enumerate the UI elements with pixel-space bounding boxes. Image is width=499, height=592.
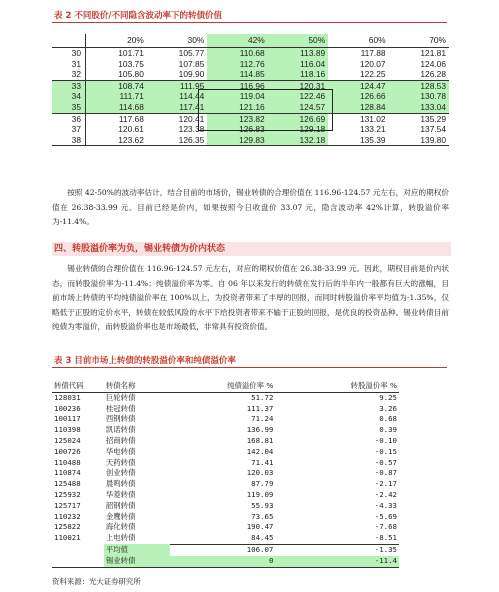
table-cell: 129.83 — [207, 135, 267, 146]
table-cell: 招商转债 — [105, 435, 136, 445]
table-cell: -1.35 — [275, 544, 399, 555]
table-row — [52, 69, 449, 80]
table-cell: 110488 — [54, 457, 81, 467]
table-cell: 135.39 — [328, 135, 388, 146]
column-header: 20% — [86, 34, 147, 48]
table-cell: 西钢转债 — [105, 414, 136, 424]
table-cell: 84.45 — [251, 533, 274, 543]
table-cell: 125488 — [54, 479, 81, 489]
table-cell: 136.99 — [246, 425, 274, 435]
table-cell: 100726 — [54, 446, 81, 456]
table-cell: 123.82 — [207, 113, 267, 124]
table-cell: 桂冠转债 — [105, 403, 136, 413]
table-cell: 华菱转债 — [105, 489, 136, 499]
table-cell: 71.41 — [251, 457, 274, 467]
table-cell: 平均值 — [104, 544, 170, 555]
paragraph-valuation: 按照 42-50%的波动率估计，结合目前的市场价，锡业转债的合理价值在 116.96-124.57 元左右，对应的期权价值在 26.38-33.99 元。目前已经是价内，如果按照今日收盘价 33.07 元，隐含波动率 42%计算，转股溢价率为-11.4%。 — [52, 188, 449, 226]
table-cell: 巨轮转债 — [105, 392, 136, 402]
table-cell: 120.41 — [147, 113, 207, 124]
table-cell: -0.15 — [374, 446, 397, 456]
table-cell: 纯债溢价率 % — [170, 381, 276, 392]
table-header-row — [52, 34, 449, 48]
table-cell: 创业转债 — [105, 468, 136, 478]
table-row — [52, 381, 399, 392]
table-cell: 锡业转债 — [104, 556, 170, 567]
table-cell: 109.90 — [178, 69, 205, 80]
table-cell: 121.81 — [420, 48, 446, 58]
table-cell: -0.57 — [374, 457, 397, 467]
table-cell: 73.65 — [251, 511, 274, 521]
column-header: 30% — [147, 34, 207, 48]
table-cell: 87.79 — [251, 479, 274, 489]
table-cell: 124.57 — [268, 102, 328, 113]
table-cell: 转债名称 — [104, 381, 170, 392]
row-header: 34 — [52, 91, 86, 102]
table-cell: -5.69 — [374, 511, 397, 521]
table-cell: 9.25 — [379, 392, 397, 402]
table-cell: 123.62 — [86, 135, 147, 146]
table-cell: 105.80 — [118, 69, 144, 80]
table-cell: 51.72 — [251, 392, 274, 402]
table-cell: 111.71 — [86, 91, 147, 102]
table-cell: 125822 — [54, 522, 81, 532]
table-cell: -11.4 — [275, 556, 399, 567]
table-cell: 114.68 — [86, 102, 147, 113]
table-cell: 3.26 — [379, 403, 397, 413]
table-row — [52, 447, 399, 458]
table-cell: 129.18 — [268, 124, 328, 135]
table-cell: 117.68 — [86, 113, 147, 124]
premium-table — [52, 381, 399, 568]
table-cell: 海化转债 — [105, 522, 136, 532]
table-cell: 118.16 — [268, 69, 328, 80]
column-header: 60% — [328, 34, 388, 48]
column-header: 42% — [207, 34, 267, 48]
table-row — [52, 512, 399, 523]
table-cell: 125717 — [54, 500, 81, 510]
table-row — [52, 479, 399, 490]
table-cell: 126.66 — [328, 91, 388, 102]
table-cell: 139.80 — [389, 135, 449, 146]
table-cell: 120.61 — [118, 124, 144, 135]
table-cell: 116.96 — [207, 80, 267, 91]
table-row — [52, 458, 399, 469]
table-cell: 126.69 — [268, 113, 328, 124]
section-heading: 四、转股溢价率为负，锡业转债为价内状态 — [52, 242, 451, 256]
table-cell: 117.88 — [360, 48, 386, 58]
table-cell: 119.04 — [207, 91, 267, 102]
table-cell: 114.44 — [147, 91, 207, 102]
table-cell: 0.68 — [379, 414, 397, 424]
table-cell: 转股溢价率 % — [275, 381, 399, 392]
table-cell: 128031 — [54, 392, 81, 402]
row-header: 33 — [52, 80, 86, 91]
table-cell: 125024 — [54, 435, 81, 445]
table-cell: 133.21 — [359, 124, 386, 135]
table-cell: 凯诺转债 — [105, 425, 136, 435]
table-cell: -7.68 — [374, 522, 397, 532]
table-cell: 124.47 — [328, 80, 388, 91]
table-cell: 124.06 — [420, 58, 446, 69]
table-cell: -0.87 — [374, 468, 397, 478]
table-cell: 71.24 — [251, 414, 274, 424]
table-cell: 转债代码 — [52, 381, 104, 392]
table-cell: 135.29 — [389, 113, 449, 124]
column-header: 50% — [268, 34, 328, 48]
table-cell: 116.04 — [268, 59, 328, 70]
table-cell: 126.83 — [207, 124, 267, 135]
table-cell: 上电转债 — [105, 533, 136, 543]
row-header: 35 — [52, 102, 86, 113]
table-cell: 117.41 — [147, 102, 207, 113]
table-cell: 金鹰转债 — [105, 511, 136, 521]
table-row — [52, 556, 399, 567]
table-cell: 110021 — [54, 533, 81, 543]
table-cell: 122.25 — [359, 69, 386, 80]
table-cell: 111.95 — [147, 80, 207, 91]
table-row — [52, 544, 399, 555]
table-cell: 105.77 — [178, 48, 205, 58]
table-cell: 华电转债 — [105, 446, 136, 456]
table-cell: 131.02 — [328, 113, 388, 124]
table3-caption: 表 3 目前市场上转债的转股溢价率和纯债溢价率 — [54, 356, 236, 366]
table-cell: 100236 — [54, 403, 81, 413]
table-cell: 101.71 — [118, 48, 144, 58]
table-cell: 121.16 — [207, 102, 267, 113]
table-row — [52, 414, 399, 425]
table-cell: 110232 — [54, 511, 81, 521]
table-cell: 125932 — [54, 489, 81, 499]
table-row — [52, 392, 399, 403]
table-cell: 120.03 — [246, 468, 274, 478]
table-row — [52, 425, 399, 436]
row-header: 32 — [52, 69, 86, 80]
table-cell: 0.39 — [379, 425, 397, 435]
row-header: 37 — [52, 124, 86, 135]
table-cell: 112.76 — [207, 59, 267, 70]
table-row — [52, 135, 449, 146]
table2-caption: 表 2 不同股价/不同隐含波动率下的转债价值 — [54, 11, 222, 21]
table-cell: 111.37 — [246, 403, 274, 413]
table-cell: 126.35 — [147, 135, 207, 146]
table-row — [52, 501, 399, 512]
table-row — [52, 436, 399, 447]
table-cell: 190.47 — [246, 522, 274, 532]
table-row — [52, 533, 399, 544]
row-header: 38 — [52, 135, 86, 146]
table-row — [52, 468, 399, 479]
table-cell: 126.28 — [420, 69, 446, 80]
table-cell: 114.85 — [207, 69, 267, 80]
table-row — [52, 522, 399, 533]
table-cell: 晨鸣转债 — [105, 479, 136, 489]
table-cell: 122.46 — [268, 91, 328, 102]
table-cell: 108.74 — [86, 80, 147, 91]
highlight-box — [198, 89, 333, 131]
table-cell: 128.84 — [328, 102, 388, 113]
table-row — [52, 404, 399, 415]
column-header: 70% — [389, 34, 449, 48]
table-cell: 韶钢转债 — [105, 500, 136, 510]
table-cell: 120.07 — [359, 58, 386, 69]
row-header: 30 — [52, 48, 86, 59]
table-cell — [52, 544, 104, 555]
table-cell: 106.07 — [170, 544, 276, 555]
table-cell: -4.33 — [374, 500, 397, 510]
table-cell: 103.75 — [118, 58, 144, 69]
table-cell: 120.31 — [268, 80, 328, 91]
paragraph-analysis: 锡业转债的合理价值在 116.96-124.57 元左右，对应的期权价值在 26.38-33.99 元。因此，期权目前是价内状态，而转股溢价率为-11.4%；纯债溢价率为零。自 06 年以来发行的转债在发行后的半年内一般都有巨大的涨幅，目前市场上转债的平均纯债溢价率在 100%以上，为投资者带来了丰厚的回报，而同时转股溢价率平均值为-1.35%，仅略低于正股的定价水平，转债在较低风险的水平下给投资者带来不输于正股的回报，是优良的投资品种。锡业转债目前纯债为零溢价，而转股溢价率也是市场最低，非常具有投资价值。 — [52, 264, 449, 331]
table-cell: 132.18 — [268, 135, 328, 146]
table3-caption-rule — [52, 367, 447, 368]
table-cell: -2.42 — [374, 489, 397, 499]
table-row — [52, 48, 449, 59]
column-header — [52, 34, 86, 48]
table-cell: 100117 — [54, 414, 81, 424]
table-cell: 天药转债 — [105, 457, 136, 467]
table-cell: 55.93 — [251, 500, 274, 510]
table-cell: 130.78 — [389, 91, 449, 102]
table-cell: 137.54 — [420, 124, 446, 135]
table-cell: -2.17 — [374, 479, 397, 489]
table-cell: -8.51 — [374, 533, 397, 543]
row-header: 31 — [52, 59, 86, 70]
table2-caption-rule — [52, 22, 447, 23]
source-note: 资料来源：光大证券研究所 — [52, 577, 141, 586]
table-cell: 110.68 — [207, 48, 267, 59]
table-cell: 142.04 — [246, 446, 274, 456]
table-cell: 0 — [170, 556, 276, 567]
table-cell: 110398 — [54, 425, 81, 435]
table-cell: 123.38 — [178, 124, 205, 135]
table-cell: 119.09 — [246, 489, 274, 499]
table-cell: 128.53 — [389, 80, 449, 91]
table-cell: 133.04 — [389, 102, 449, 113]
table-cell: 107.85 — [178, 58, 205, 69]
row-header: 36 — [52, 113, 86, 124]
table-row — [52, 59, 449, 70]
table-cell: -0.10 — [374, 435, 397, 445]
table-cell — [52, 556, 104, 567]
table-cell: 168.81 — [246, 435, 274, 445]
table-cell: 113.89 — [268, 48, 328, 59]
table-row — [52, 490, 399, 501]
table-cell: 110874 — [54, 468, 81, 478]
